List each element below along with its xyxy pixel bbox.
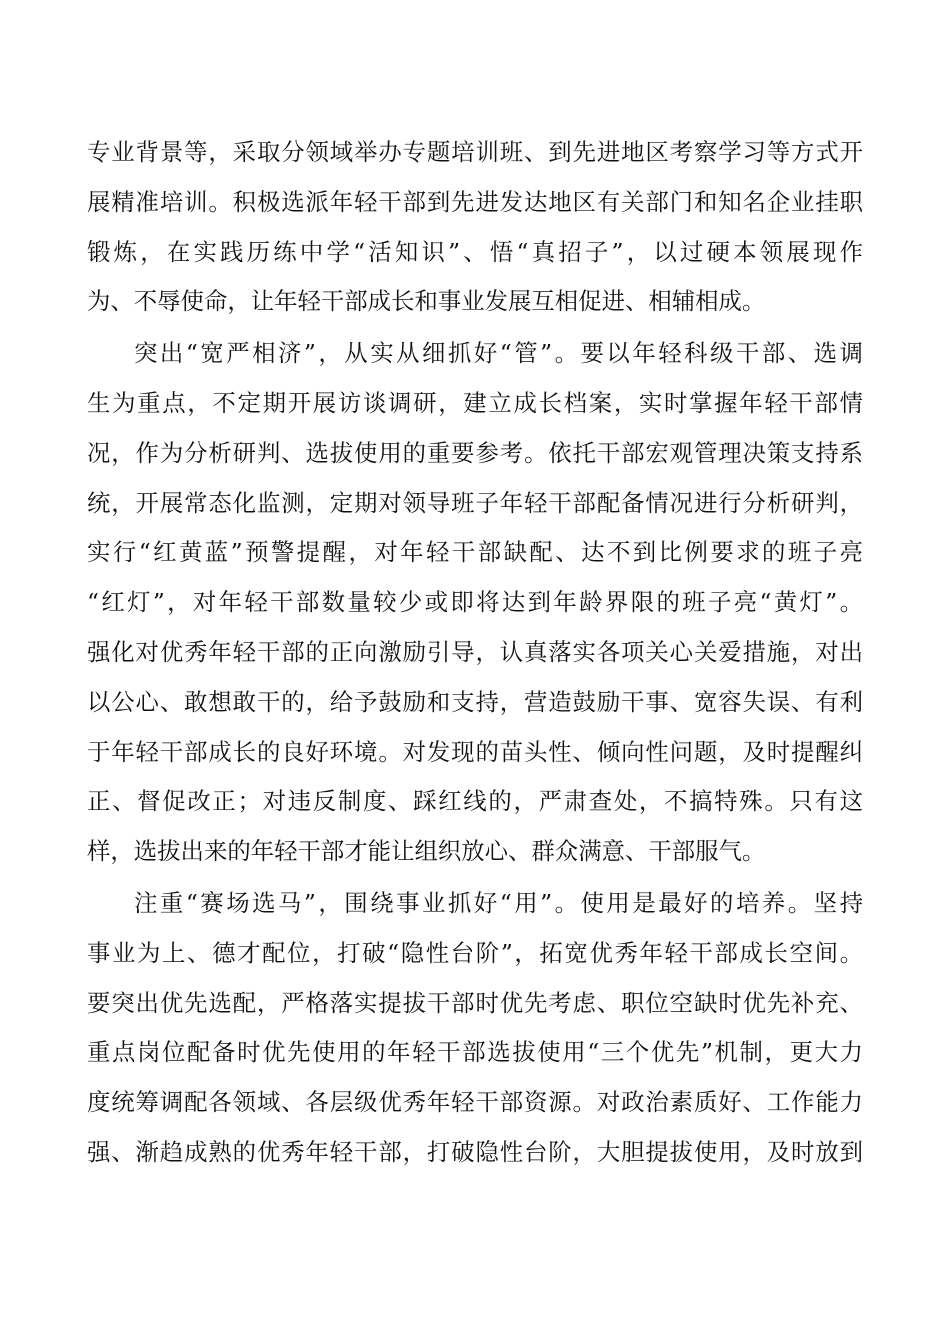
text-line: 锻炼，在实践历练中学“活知识”、悟“真招子”，以过硬本领展现作 — [87, 237, 863, 266]
text-line: 重点岗位配备时优先使用的年轻干部选拔使用“三个优先”机制，更大力 — [87, 1038, 863, 1067]
text-line: 于年轻干部成长的良好环境。对发现的苗头性、倾向性问题，及时提醒纠 — [87, 737, 863, 766]
text-line: 正、督促改正；对违反制度、踩红线的，严肃查处，不搞特殊。只有这 — [87, 787, 863, 816]
text-line: 为、不辱使命，让年轻干部成长和事业发展互相促进、相辅相成。 — [87, 287, 766, 316]
text-line: 强化对优秀年轻干部的正向激励引导，认真落实各项关心关爱措施，对出 — [87, 637, 863, 666]
text-line: 事业为上、德才配位，打破“隐性台阶”，拓宽优秀年轻干部成长空间。 — [87, 938, 863, 967]
text-line: 突出“宽严相济”，从实从细抓好“管”。要以年轻科级干部、选调 — [134, 339, 863, 368]
text-line: 统，开展常态化监测，定期对领导班子年轻干部配备情况进行分析研判， — [87, 488, 863, 517]
text-line: “红灯”，对年轻干部数量较少或即将达到年龄界限的班子亮“黄灯”。 — [87, 588, 863, 617]
text-line: 展精准培训。积极选派年轻干部到先进发达地区有关部门和知名企业挂职 — [87, 187, 863, 216]
text-line: 实行“红黄蓝”预警提醒，对年轻干部缺配、达不到比例要求的班子亮 — [87, 538, 863, 567]
text-line: 度统筹调配各领域、各层级优秀年轻干部资源。对政治素质好、工作能力 — [87, 1088, 863, 1117]
text-line: 要突出优先选配，严格落实提拔干部时优先考虑、职位空缺时优先补充、 — [87, 988, 863, 1017]
text-line: 况，作为分析研判、选拔使用的重要参考。依托干部宏观管理决策支持系 — [87, 438, 863, 467]
paragraph — [87, 128, 863, 327]
document-page — [87, 128, 863, 1178]
text-line: 注重“赛场选马”，围绕事业抓好“用”。使用是最好的培养。坚持 — [134, 888, 863, 917]
text-line: 样，选拔出来的年轻干部才能让组织放心、群众满意、干部服气。 — [87, 837, 766, 866]
text-line: 以公心、敢想敢干的，给予鼓励和支持，营造鼓励干事、宽容失误、有利 — [87, 687, 863, 716]
text-line: 强、渐趋成熟的优秀年轻干部，打破隐性台阶，大胆提拔使用，及时放到 — [87, 1137, 863, 1166]
text-line: 生为重点，不定期开展访谈调研，建立成长档案，实时掌握年轻干部情 — [87, 388, 863, 417]
text-line: 专业背景等，采取分领域举办专题培训班、到先进地区考察学习等方式开 — [87, 138, 863, 166]
paragraph — [87, 879, 863, 1178]
paragraph — [87, 329, 863, 877]
